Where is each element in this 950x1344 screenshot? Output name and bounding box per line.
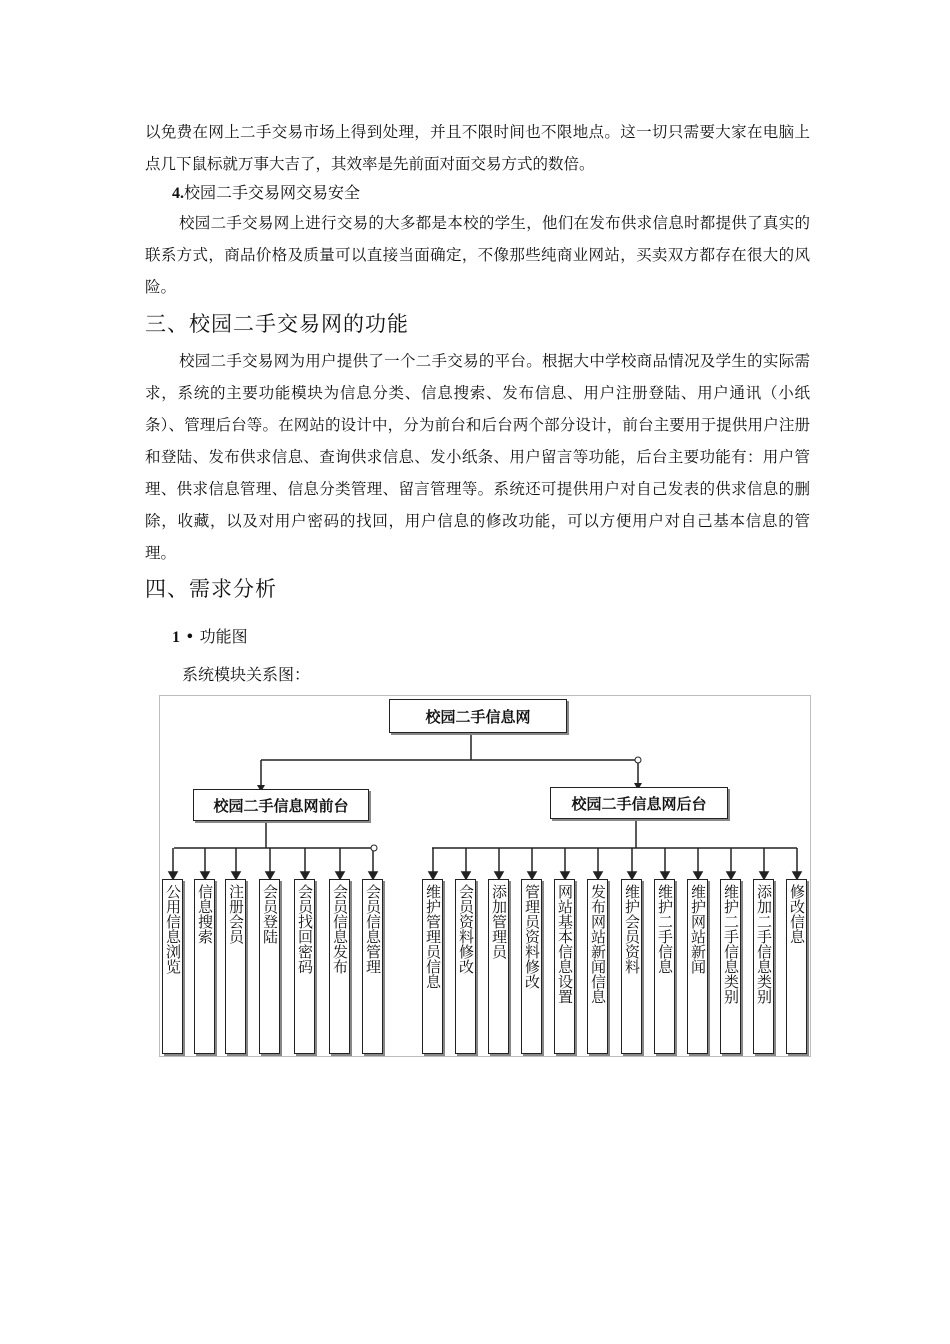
back-arrowhead [462,872,470,879]
front-leaf: 会员找回密码 [294,879,315,1054]
heading-number: 4. [172,185,184,202]
back-leaf: 维护管理员信息 [422,879,443,1054]
back-arrowhead [727,872,735,879]
front-leaf: 注册会员 [225,879,246,1054]
back-leaf: 添加二手信息类别 [753,879,774,1054]
heading-text: 校园二手交易网交易安全 [184,183,361,202]
back-arrowhead [561,872,569,879]
front-arrowhead [301,872,309,879]
back-leaf: 会员资料修改 [455,879,476,1054]
back-leaf: 网站基本信息设置 [554,879,575,1054]
paragraph-intro-continued: 以免费在网上二手交易市场上得到处理，并且不限时间也不限地点。这一切只需要大家在电脑上点几下鼠标就万事大吉了，其效率是先前面对面交易方式的数倍。 [145,123,810,173]
back-leaf: 维护网站新闻 [687,879,708,1054]
front-node: 校园二手信息网前台 [193,789,369,821]
heading-text: • 功能图 [185,627,248,646]
front-leaf: 信息搜索 [194,879,215,1054]
front-arrowhead [369,872,377,879]
back-leaf: 修改信息 [786,879,807,1054]
back-arrowhead [528,872,536,879]
back-arrowhead [694,872,702,879]
back-leaf: 管理员资料修改 [521,879,542,1054]
back-arrowhead [760,872,768,879]
module-diagram [159,695,811,1057]
back-leaf: 维护二手信息类别 [720,879,741,1054]
heading-trade-safety [172,180,360,203]
diagram-caption: 系统模块关系图： [182,665,311,684]
front-leaf: 公用信息浏览 [162,879,183,1054]
back-arrowhead [793,872,801,879]
front-arrowhead [169,872,177,879]
back-arrowhead [661,872,669,879]
front-arrowhead [336,872,344,879]
front-leaf: 会员登陆 [259,879,280,1054]
heading-function-diagram [172,624,248,647]
back-arrowhead [495,872,503,879]
front-arrowhead [266,872,274,879]
back-arrowhead [429,872,437,879]
back-leaf: 维护会员资料 [621,879,642,1054]
paragraph-trade-safety: 校园二手交易网上进行交易的大多都是本校的学生，他们在发布供求信息时都提供了真实的联系方式，商品价格及质量可以直接当面确定，不像那些纯商业网站，买卖双方都存在很大的风险。 [145,214,810,296]
back-leaf: 发布网站新闻信息 [587,879,608,1054]
paragraph-functions: 校园二手交易网为用户提供了一个二手交易的平台。根据大中学校商品情况及学生的实际需求，系统的主要功能模块为信息分类、信息搜索、发布信息、用户注册登陆、用户通讯（小纸条）、管理后台等。在网站的设计中，分为前台和后台两个部分设计，前台主要用于提供用户注册和登陆、发布供求信息、查询供求信息、发小纸条、用户留言等功能，后台主要功能有：用户管理、供求信息管理、信息分类管理、留言管理等。系统还可提供用户对自己发表的供求信息的删除，收藏，以及对用户密码的找回，用户信息的修改功能，可以方便用户对自己基本信息的管理。 [145,352,810,562]
root-node: 校园二手信息网 [389,699,567,733]
back-leaf: 添加管理员 [488,879,509,1054]
heading-number: 1 [172,629,180,646]
front-leaf: 会员信息管理 [362,879,383,1054]
front-arrowhead [201,872,209,879]
diagram-connectors [160,696,810,1056]
back-arrowhead [628,872,636,879]
back-node: 校园二手信息网后台 [550,787,728,819]
front-leaf: 会员信息发布 [329,879,350,1054]
back-leaf: 维护二手信息 [654,879,675,1054]
section-heading-requirements: 四、需求分析 [145,577,277,601]
section-heading-functions: 三、校园二手交易网的功能 [145,312,409,336]
front-arrowhead [232,872,240,879]
back-arrowhead [594,872,602,879]
